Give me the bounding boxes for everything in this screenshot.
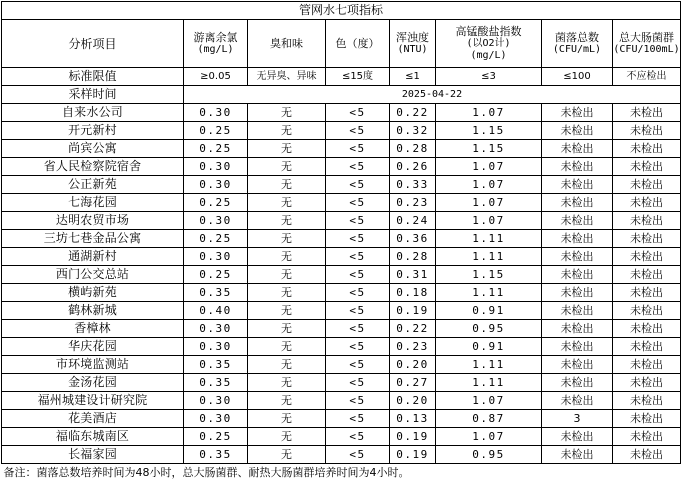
cell-color: <5 <box>326 248 390 266</box>
cell-permanganate: 0.87 <box>436 410 542 428</box>
header-turbidity-unit: (NTU) <box>397 43 428 55</box>
table-row <box>2 410 681 428</box>
cell-odor: 无 <box>248 176 326 194</box>
sampling-label: 采样时间 <box>2 86 184 104</box>
cell-bacteria: 未检出 <box>542 122 613 140</box>
cell-permanganate: 1.11 <box>436 230 542 248</box>
cell-chlorine: 0.30 <box>184 392 248 410</box>
cell-bacteria: 未检出 <box>542 248 613 266</box>
standard-label: 标准限值 <box>2 68 184 86</box>
header-bacteria-unit: (CFU/mL) <box>552 43 602 55</box>
cell-permanganate: 1.07 <box>436 104 542 122</box>
cell-color: <5 <box>326 320 390 338</box>
cell-site: 公正新苑 <box>2 176 184 194</box>
table-row <box>2 374 681 392</box>
header-permanganate-name: 高锰酸盐指数 <box>455 24 522 38</box>
table-note: 备注：菌落总数培养时间为48小时，总大肠菌群、耐热大肠菌群培养时间为4小时。 <box>2 464 681 481</box>
cell-bacteria: 未检出 <box>542 266 613 284</box>
standard-permanganate: ≤3 <box>436 68 542 86</box>
standard-turbidity: ≤1 <box>390 68 436 86</box>
cell-site: 尚宾公寓 <box>2 140 184 158</box>
cell-odor: 无 <box>248 122 326 140</box>
cell-permanganate: 1.15 <box>436 266 542 284</box>
cell-bacteria: 未检出 <box>542 356 613 374</box>
cell-odor: 无 <box>248 230 326 248</box>
cell-turbidity: 0.26 <box>390 158 436 176</box>
table-row <box>2 446 681 464</box>
header-chlorine-unit: (mg/L) <box>197 43 234 55</box>
cell-site: 长福家园 <box>2 446 184 464</box>
cell-chlorine: 0.30 <box>184 104 248 122</box>
cell-site: 西门公交总站 <box>2 266 184 284</box>
cell-turbidity: 0.19 <box>390 446 436 464</box>
table-row <box>2 284 681 302</box>
cell-coliform: 未检出 <box>613 320 681 338</box>
cell-turbidity: 0.32 <box>390 122 436 140</box>
cell-turbidity: 0.28 <box>390 248 436 266</box>
table-row <box>2 194 681 212</box>
cell-coliform: 未检出 <box>613 266 681 284</box>
cell-coliform: 未检出 <box>613 284 681 302</box>
cell-turbidity: 0.22 <box>390 104 436 122</box>
cell-odor: 无 <box>248 374 326 392</box>
cell-coliform: 未检出 <box>613 158 681 176</box>
cell-permanganate: 1.07 <box>436 194 542 212</box>
table-row <box>2 338 681 356</box>
cell-turbidity: 0.13 <box>390 410 436 428</box>
cell-color: <5 <box>326 212 390 230</box>
cell-chlorine: 0.30 <box>184 320 248 338</box>
cell-chlorine: 0.30 <box>184 158 248 176</box>
cell-turbidity: 0.20 <box>390 356 436 374</box>
cell-permanganate: 1.11 <box>436 284 542 302</box>
cell-permanganate: 0.91 <box>436 338 542 356</box>
cell-coliform: 未检出 <box>613 140 681 158</box>
table-row <box>2 212 681 230</box>
cell-turbidity: 0.24 <box>390 212 436 230</box>
cell-odor: 无 <box>248 392 326 410</box>
cell-color: <5 <box>326 284 390 302</box>
cell-permanganate: 1.15 <box>436 140 542 158</box>
cell-color: <5 <box>326 122 390 140</box>
cell-site: 福临东城南区 <box>2 428 184 446</box>
table-row <box>2 320 681 338</box>
cell-bacteria: 未检出 <box>542 302 613 320</box>
standard-bacteria: ≤100 <box>542 68 613 86</box>
cell-color: <5 <box>326 266 390 284</box>
cell-turbidity: 0.20 <box>390 392 436 410</box>
cell-permanganate: 1.07 <box>436 212 542 230</box>
cell-bacteria: 未检出 <box>542 284 613 302</box>
cell-odor: 无 <box>248 140 326 158</box>
cell-chlorine: 0.35 <box>184 356 248 374</box>
table-row <box>2 122 681 140</box>
table-row <box>2 104 681 122</box>
cell-coliform: 未检出 <box>613 230 681 248</box>
cell-chlorine: 0.35 <box>184 446 248 464</box>
cell-turbidity: 0.19 <box>390 302 436 320</box>
cell-coliform: 未检出 <box>613 194 681 212</box>
standard-odor: 无异臭、异味 <box>248 68 326 86</box>
cell-permanganate: 1.15 <box>436 122 542 140</box>
cell-odor: 无 <box>248 320 326 338</box>
cell-permanganate: 1.11 <box>436 248 542 266</box>
cell-turbidity: 0.19 <box>390 428 436 446</box>
cell-site: 七海花园 <box>2 194 184 212</box>
cell-coliform: 未检出 <box>613 212 681 230</box>
header-turbidity <box>390 20 436 68</box>
cell-bacteria: 未检出 <box>542 374 613 392</box>
cell-odor: 无 <box>248 446 326 464</box>
cell-turbidity: 0.27 <box>390 374 436 392</box>
cell-color: <5 <box>326 104 390 122</box>
cell-site: 鹤林新城 <box>2 302 184 320</box>
cell-bacteria: 未检出 <box>542 140 613 158</box>
cell-chlorine: 0.25 <box>184 428 248 446</box>
cell-color: <5 <box>326 140 390 158</box>
cell-odor: 无 <box>248 248 326 266</box>
cell-permanganate: 1.07 <box>436 176 542 194</box>
cell-chlorine: 0.25 <box>184 194 248 212</box>
cell-bacteria: 未检出 <box>542 428 613 446</box>
sampling-date: 2025-04-22 <box>184 86 681 104</box>
cell-coliform: 未检出 <box>613 248 681 266</box>
header-turbidity-name: 浑浊度 <box>396 30 429 44</box>
cell-turbidity: 0.36 <box>390 230 436 248</box>
cell-bacteria: 未检出 <box>542 392 613 410</box>
cell-permanganate: 1.07 <box>436 392 542 410</box>
cell-site: 开元新村 <box>2 122 184 140</box>
header-coliform-unit: (CFU/100mL) <box>613 43 680 55</box>
cell-bacteria: 未检出 <box>542 104 613 122</box>
cell-color: <5 <box>326 410 390 428</box>
cell-turbidity: 0.23 <box>390 338 436 356</box>
header-chlorine-name: 游离余氯 <box>193 30 238 44</box>
cell-color: <5 <box>326 158 390 176</box>
header-chlorine <box>184 20 248 68</box>
cell-odor: 无 <box>248 428 326 446</box>
cell-site: 华庆花园 <box>2 338 184 356</box>
header-item: 分析项目 <box>2 20 184 68</box>
cell-site: 横屿新苑 <box>2 284 184 302</box>
cell-permanganate: 1.07 <box>436 158 542 176</box>
cell-color: <5 <box>326 338 390 356</box>
cell-odor: 无 <box>248 338 326 356</box>
header-permanganate <box>436 20 542 68</box>
cell-coliform: 未检出 <box>613 428 681 446</box>
cell-color: <5 <box>326 446 390 464</box>
cell-chlorine: 0.30 <box>184 248 248 266</box>
cell-color: <5 <box>326 392 390 410</box>
cell-site: 达明农贸市场 <box>2 212 184 230</box>
cell-odor: 无 <box>248 158 326 176</box>
cell-odor: 无 <box>248 194 326 212</box>
table-row <box>2 140 681 158</box>
cell-coliform: 未检出 <box>613 338 681 356</box>
cell-bacteria: 未检出 <box>542 230 613 248</box>
header-odor: 臭和味 <box>248 20 326 68</box>
cell-chlorine: 0.35 <box>184 374 248 392</box>
header-coliform <box>613 20 681 68</box>
cell-coliform: 未检出 <box>613 374 681 392</box>
cell-color: <5 <box>326 194 390 212</box>
cell-turbidity: 0.28 <box>390 140 436 158</box>
cell-chlorine: 0.30 <box>184 212 248 230</box>
cell-site: 三坊七巷金品公寓 <box>2 230 184 248</box>
cell-color: <5 <box>326 374 390 392</box>
cell-odor: 无 <box>248 302 326 320</box>
cell-site: 通湖新村 <box>2 248 184 266</box>
cell-permanganate: 1.11 <box>436 374 542 392</box>
cell-coliform: 未检出 <box>613 302 681 320</box>
cell-site: 省人民检察院宿舍 <box>2 158 184 176</box>
cell-odor: 无 <box>248 104 326 122</box>
cell-chlorine: 0.35 <box>184 284 248 302</box>
cell-bacteria: 未检出 <box>542 158 613 176</box>
cell-color: <5 <box>326 176 390 194</box>
cell-site: 市环境监测站 <box>2 356 184 374</box>
cell-site: 自来水公司 <box>2 104 184 122</box>
header-permanganate-basis: (以O2计) <box>466 37 511 49</box>
cell-site: 金汤花园 <box>2 374 184 392</box>
table-row <box>2 176 681 194</box>
cell-turbidity: 0.31 <box>390 266 436 284</box>
cell-coliform: 未检出 <box>613 176 681 194</box>
cell-bacteria: 未检出 <box>542 176 613 194</box>
cell-site: 福州城建设计研究院 <box>2 392 184 410</box>
cell-chlorine: 0.40 <box>184 302 248 320</box>
cell-chlorine: 0.25 <box>184 122 248 140</box>
header-permanganate-unit: (mg/L) <box>470 49 507 61</box>
water-quality-table <box>1 1 681 481</box>
cell-coliform: 未检出 <box>613 392 681 410</box>
cell-bacteria: 3 <box>542 410 613 428</box>
cell-permanganate: 1.07 <box>436 428 542 446</box>
table-row <box>2 248 681 266</box>
cell-chlorine: 0.25 <box>184 230 248 248</box>
standard-color: ≤15度 <box>326 68 390 86</box>
cell-bacteria: 未检出 <box>542 320 613 338</box>
cell-coliform: 未检出 <box>613 104 681 122</box>
cell-color: <5 <box>326 356 390 374</box>
table-row <box>2 302 681 320</box>
cell-odor: 无 <box>248 410 326 428</box>
cell-chlorine: 0.25 <box>184 140 248 158</box>
cell-chlorine: 0.25 <box>184 266 248 284</box>
cell-odor: 无 <box>248 212 326 230</box>
cell-permanganate: 0.95 <box>436 320 542 338</box>
cell-site: 花美酒店 <box>2 410 184 428</box>
cell-permanganate: 1.11 <box>436 356 542 374</box>
cell-chlorine: 0.30 <box>184 410 248 428</box>
header-bacteria-name: 菌落总数 <box>555 30 599 44</box>
header-coliform-name: 总大肠菌群 <box>619 30 674 44</box>
cell-color: <5 <box>326 428 390 446</box>
header-color: 色（度） <box>326 20 390 68</box>
cell-coliform: 未检出 <box>613 356 681 374</box>
cell-chlorine: 0.30 <box>184 338 248 356</box>
header-bacteria <box>542 20 613 68</box>
standard-chlorine: ≥0.05 <box>184 68 248 86</box>
cell-coliform: 未检出 <box>613 410 681 428</box>
cell-bacteria: 未检出 <box>542 194 613 212</box>
cell-bacteria: 未检出 <box>542 446 613 464</box>
cell-turbidity: 0.33 <box>390 176 436 194</box>
cell-bacteria: 未检出 <box>542 212 613 230</box>
cell-chlorine: 0.30 <box>184 176 248 194</box>
cell-odor: 无 <box>248 356 326 374</box>
table-row <box>2 392 681 410</box>
table-row <box>2 266 681 284</box>
table-row <box>2 428 681 446</box>
cell-coliform: 未检出 <box>613 446 681 464</box>
table-row <box>2 356 681 374</box>
cell-turbidity: 0.23 <box>390 194 436 212</box>
cell-bacteria: 未检出 <box>542 338 613 356</box>
cell-permanganate: 0.95 <box>436 446 542 464</box>
cell-odor: 无 <box>248 266 326 284</box>
cell-turbidity: 0.18 <box>390 284 436 302</box>
cell-turbidity: 0.22 <box>390 320 436 338</box>
cell-coliform: 未检出 <box>613 122 681 140</box>
table-row <box>2 158 681 176</box>
table-title: 管网水七项指标 <box>2 2 681 20</box>
cell-color: <5 <box>326 302 390 320</box>
cell-permanganate: 0.91 <box>436 302 542 320</box>
cell-color: <5 <box>326 230 390 248</box>
cell-site: 香樟林 <box>2 320 184 338</box>
standard-coliform: 不应检出 <box>613 68 681 86</box>
cell-odor: 无 <box>248 284 326 302</box>
table-row <box>2 230 681 248</box>
